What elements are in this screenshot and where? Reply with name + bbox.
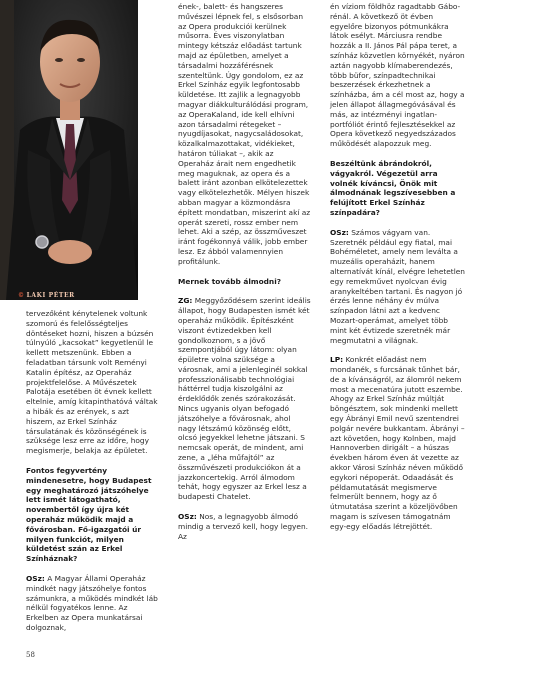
answer-text: Számos vágyam van. Szeretnék például egy fiatal, mai Bohéméletet, amely nem leválta a muzeális operaházit, hanem alternatívát kínál, elvégre lehetetlen egy remekművet nyolcvan évig aranykeltében tartani. És nagyon jó érzés lenne néhány év múlva színpadon látni azt a kedvenc Mozart-operámat, amelyet több mint két évtizede szeretnék már megmutatni a világnak. (330, 227, 465, 345)
paragraph: ének-, balett- és hangszeres művészei lépnek fel, s elsősorban az Opera produkciói kerülnek műsorra. Éves viszonylatban mintegy kétszáz előadást tartunk majd az épületben, amelyet a társadalmi hozzáférésnek szenteltünk. Úgy gondolom, ez az Erkel Színház egyik legfontosabb küldetése. Itt zajlik a legnagyobb magyar diákkulturálódási program, az OperaKaland, ide kell elhívni azon társadalmi rétegeket – nyugdíjasokat, nagycsaládosokat, közalkalmazottakat, vidékieket, határon túliakat –, akik az Operaház árait nem engedhetik meg maguknak, az opera és a balett iránt azonban elkötelezettek vagy elkötelezhetők. Mélyen hiszek abban magyar a közmondásra épített mondatban, miszerint akí az operát szereti, rossz ember nem lehet. Aki a szép, az összműveszet iránt fogékonnyá válik, jobb ember lesz. Ez ábból valamennyien profitálunk. (178, 2, 311, 266)
speaker-initials: OSz: (178, 512, 197, 522)
copyright-mark: © (18, 292, 25, 299)
interview-answer (26, 574, 158, 633)
interview-answer (178, 512, 311, 541)
answer-text: Konkrét előadást nem mondanék, s furcsának tűnhet bár, de a kívánságról, az álomról nekem most a mecenatúra jutott eszembe. Ahogy az Erkel Színház múltját böngésztem, sok mindenki mellett egy Ábrányi Emil nevű szentendrei polgár nevére bukkantam. Ábrányi – azt követően, hogy Kolnben, majd Hannoverben dirigált – a húszas években három éven át vezette az akkor Városi Színház néven működő egykori népoperát. Odaadását és példamutatását megismerve felmerült bennem, hogy az ő útmutatása szerint a közeljövőben magam is szívesen támogatnám egy-egy előadás létrejöttét. (330, 355, 465, 531)
interview-question: Fontos fegyvertény mindenesetre, hogy Budapest egy meghatározó játszóhelye lett ismét látogatható, novembertől így újra két operaház működik majd a fővárosban. Fő-igazgatói úr milyen funkciót, milyen küldetést szán az Erkel Színháznak? (26, 465, 152, 564)
speaker-initials: OSz: (26, 573, 45, 583)
column-1 (26, 309, 158, 633)
column-2 (178, 2, 311, 541)
interview-answer (178, 296, 311, 502)
interview-answer (330, 228, 467, 346)
answer-text: Nos, a legnagyobb álmodó mindig a tervező kell, hogy legyen. Az (178, 512, 308, 541)
speaker-initials: LP: (330, 355, 344, 365)
photo-credit: LAKI PÉTER (26, 292, 75, 299)
answer-text: Meggyőződésem szerint ideális állapot, hogy Budapesten ismét két operaház működik. Építészként viszont évtizedekben kell gondolkoznom, s a jövő szempontjából úgy látom: olyan épületre volna szüksége a városnak, ami a jelenleginél sokkal professzionálisabb technológiai háttérrel tudja kiszolgálni az érdeklődők zenés szórakozását. Nincs ugyanis olyan befogadó játszóhelye a fővárosnak, ahol nagy létszámú közönség előtt, olcsó jegyekkel lehetne játszani. S nemcsak operát, de mindent, ami zene, a „léha műfajtól” az összművészeti produkciókon át a jazzkoncertekig. Arról álmodom tehát, hogy egyszer az Erkel lesz a budapesti Chatelet. (178, 296, 311, 502)
portrait-photo (0, 0, 138, 300)
page-number: 58 (26, 651, 35, 659)
interview-answer (330, 355, 467, 531)
interview-question: Mernek tovább álmodni? (178, 276, 282, 286)
interview-question: Beszéltünk ábrándokról, vágyakról. Végezetül arra volnék kíváncsi, Önök mit álmodnának legszívesebben a felújított Erkel Színház színpadára? (330, 158, 456, 217)
paragraph: én víziom földhöz ragadtabb Gábo-rénál. A következő öt évben egyelőre bizonyos pótmunkákra látok esélyt. Márciusra rendbe hozzák a II. János Pál pápa teret, a színház közvetlen környékét, nyáron aztán nagyobb klímaberendezés, több büfor, színpadtechnikai beszerzések érkezhetnek a színházba, ám a cél most az, hogy a jelen állapot állagmegóvásával és más, az intézményi ingatlan-portfóliót érintő fejlesztésekkel az Opera következő negyedszázados működését alapozzuk meg. (330, 2, 465, 149)
portrait-illustration (0, 0, 138, 300)
speaker-initials: OSz: (330, 227, 349, 237)
paragraph: tervezőként kénytelenek voltunk szomorú és felelősségteljes döntéseket hozni, hiszen a búzsén túlnyúló „kacsokat” kegyetlenül le kellett metszenünk. Ebben a feladatban társunk volt Reményi Katalin építész, az Operaház projektfelelőse. A Művészetek Palotája esetében öt évnek kellett eltelnie, amíg kitapinthatóvá váltak a hibák és az erények, s azt hiszem, az Erkel Színház társulatának és közönségének is szüksége lesz erre az időre, hogy megismerje, belakja az épületet. (26, 309, 158, 456)
answer-text: A Magyar Állami Operaház mindkét nagy játszóhelye fontos számunkra, a működés mindkét láb nélkül fogyatékos lenne. Az Erkelben az Opera munkatársai dolgoznak, (26, 573, 158, 632)
photo-caption (18, 292, 75, 299)
speaker-initials: ZG: (178, 296, 193, 306)
column-3 (330, 2, 467, 532)
